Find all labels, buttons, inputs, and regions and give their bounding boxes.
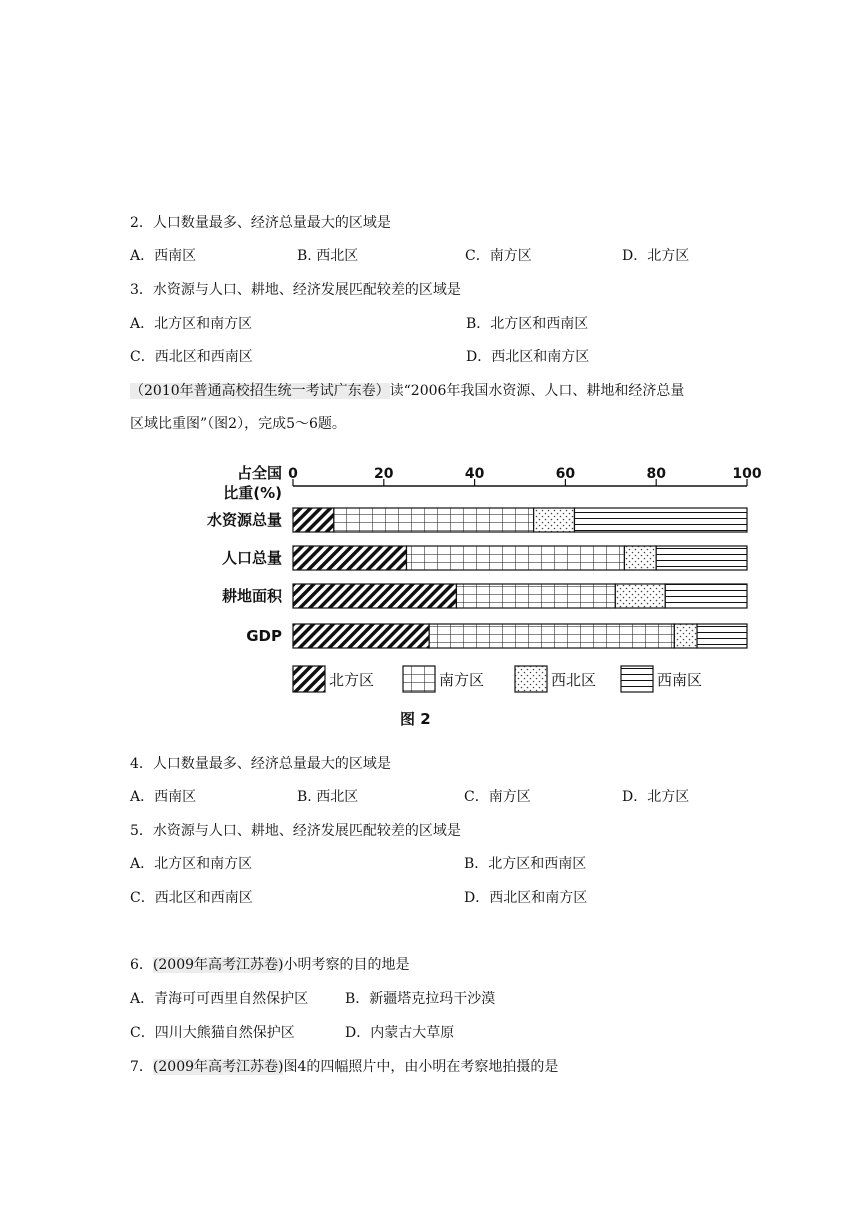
axis-title-top: 占全国 <box>236 464 282 482</box>
legend-swatch <box>403 666 435 692</box>
bar-segment <box>429 624 674 648</box>
x-tick-label: 100 <box>732 466 762 482</box>
legend-label: 西北区 <box>551 671 597 689</box>
source-2010-highlight: （2010年普通高校招生统一考试广东卷） <box>130 383 390 399</box>
q6-option-c: C．四川大熊猫自然保护区 <box>130 1025 295 1041</box>
bar-segment <box>665 584 747 608</box>
bar-segment <box>624 546 656 570</box>
legend-swatch <box>621 666 653 692</box>
q6-option-d: D．内蒙古大草原 <box>345 1025 455 1041</box>
bar-segment <box>293 508 334 532</box>
q6-source-highlight: (2009年高考江苏卷) <box>152 957 284 973</box>
q5-option-c: C．西北区和西南区 <box>130 890 253 906</box>
bar-segment <box>574 508 747 532</box>
legend-label: 北方区 <box>329 671 375 689</box>
q4-option-c: C．南方区 <box>464 789 531 805</box>
bar-segment <box>293 584 456 608</box>
q3-option-b: B．北方区和西南区 <box>466 316 589 332</box>
q3-option-c: C．西北区和西南区 <box>130 349 253 365</box>
q5-option-a: A．北方区和南方区 <box>130 856 253 872</box>
legend-label: 南方区 <box>439 671 485 689</box>
intro-text: 读“2006年我国水资源、人口、耕地和经济总量 <box>389 383 685 399</box>
q2-option-c: C．南方区 <box>465 248 532 264</box>
q6-option-a: A．青海可可西里自然保护区 <box>130 991 309 1007</box>
legend-swatch <box>515 666 547 692</box>
q6-number: 6． <box>130 957 153 973</box>
bar-segment <box>697 624 747 648</box>
bar-segment <box>334 508 534 532</box>
q2-option-a: A．西南区 <box>130 248 197 264</box>
bar-segment <box>293 624 429 648</box>
legend-label: 西南区 <box>657 671 703 689</box>
q4-stem: 4．人口数量最多、经济总量最大的区域是 <box>130 756 391 772</box>
bar-segment <box>615 584 665 608</box>
intro-line-1 <box>130 381 684 401</box>
x-tick-label: 80 <box>646 466 666 482</box>
q6-stem: 小明考察的目的地是 <box>283 957 410 973</box>
q4-option-d: D．北方区 <box>622 789 690 805</box>
q3-option-a: A．北方区和南方区 <box>130 316 253 332</box>
bar-segment <box>293 546 407 570</box>
legend-swatch <box>293 666 325 692</box>
x-tick-label: 40 <box>464 466 485 482</box>
category-label: 水资源总量 <box>206 511 282 529</box>
category-label: GDP <box>246 627 282 645</box>
category-label: 耕地面积 <box>221 587 282 605</box>
q7-stem: 图4的四幅照片中，由小明在考察地拍摄的是 <box>283 1059 559 1075</box>
q7-number: 7． <box>130 1059 153 1075</box>
x-tick-label: 60 <box>555 466 576 482</box>
q7-stem-line <box>130 1057 558 1077</box>
q6-option-b: B．新疆塔克拉玛干沙漠 <box>345 991 496 1007</box>
q3-option-d: D．西北区和南方区 <box>466 349 590 365</box>
axis-title-bottom: 比重(%) <box>223 484 282 502</box>
q2-stem: 2．人口数量最多、经济总量最大的区域是 <box>130 215 391 231</box>
bar-segment <box>674 624 697 648</box>
bar-segment <box>656 546 747 570</box>
x-tick-label: 0 <box>288 466 298 482</box>
bar-segment <box>534 508 575 532</box>
bar-segment <box>456 584 615 608</box>
q5-option-d: D．西北区和南方区 <box>464 890 588 906</box>
q5-option-b: B．北方区和西南区 <box>464 856 587 872</box>
q4-option-a: A．西南区 <box>130 789 197 805</box>
q2-option-b: B. 西北区 <box>297 248 359 264</box>
q2-option-d: D．北方区 <box>622 248 690 264</box>
x-tick-label: 20 <box>374 466 394 482</box>
intro-line-2: 区域比重图”（图2），完成5～6题。 <box>130 416 346 432</box>
q3-stem: 3．水资源与人口、耕地、经济发展匹配较差的区域是 <box>130 282 461 298</box>
q7-source-highlight: (2009年高考江苏卷) <box>152 1059 284 1075</box>
q5-stem: 5．水资源与人口、耕地、经济发展匹配较差的区域是 <box>130 823 461 839</box>
figure-caption: 图 2 <box>400 710 431 728</box>
region-share-chart <box>190 458 770 698</box>
q4-option-b: B. 西北区 <box>297 789 359 805</box>
bar-segment <box>407 546 625 570</box>
category-label: 人口总量 <box>221 549 282 567</box>
q6-stem-line <box>130 955 409 975</box>
